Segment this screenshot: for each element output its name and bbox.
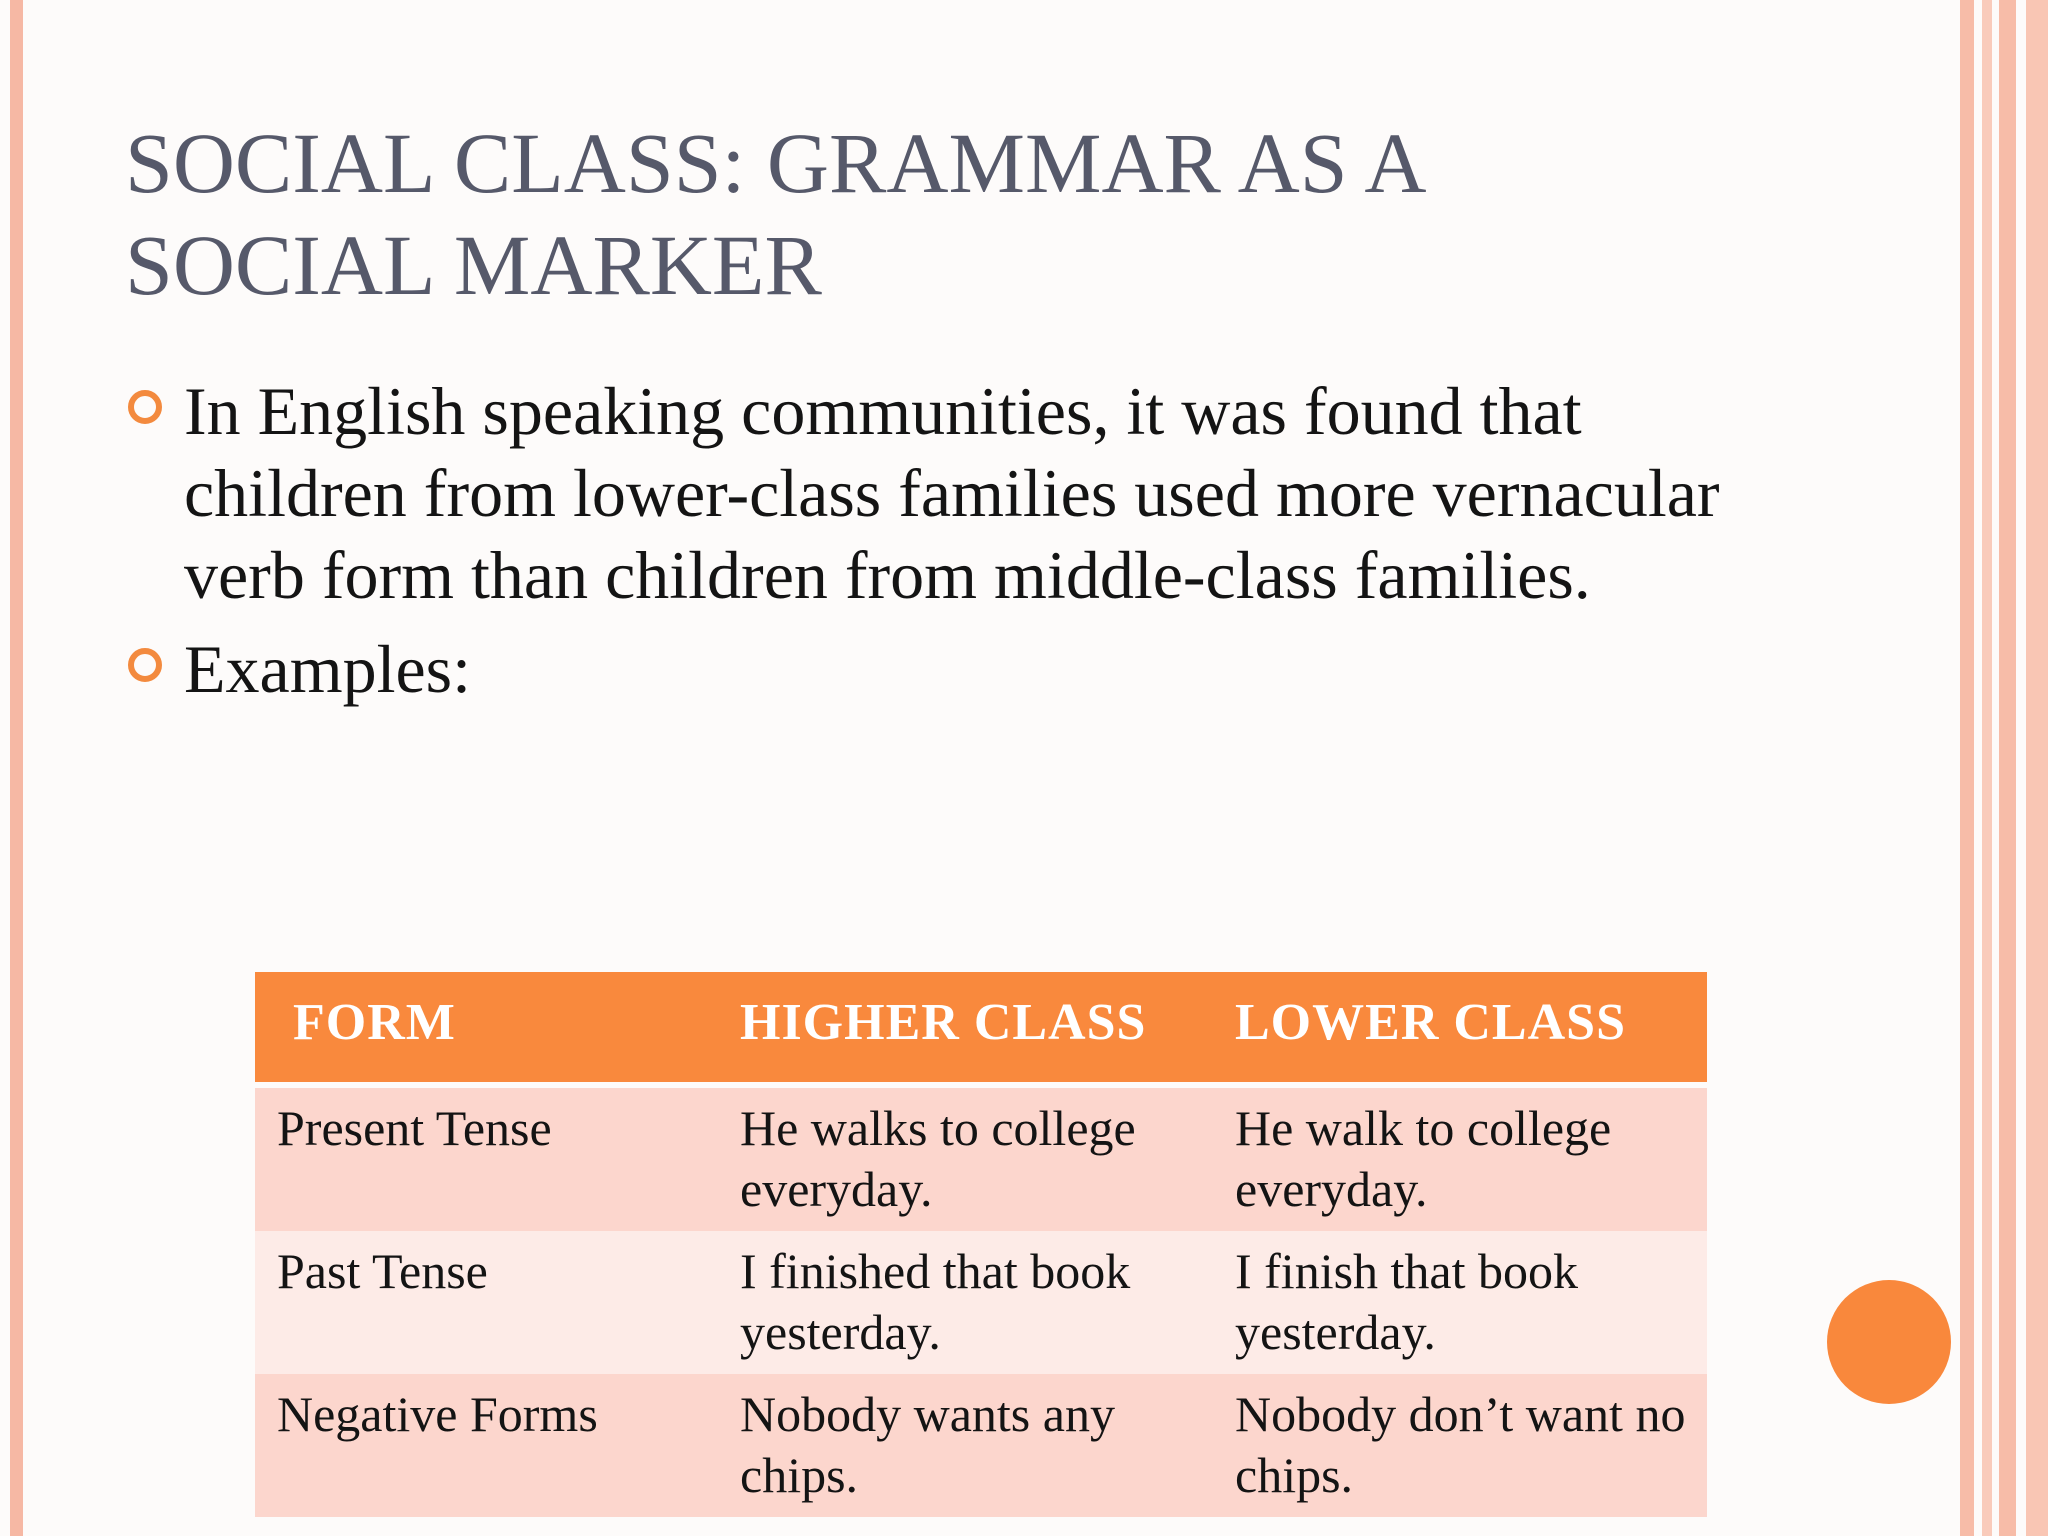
table-cell: I finished that book yesterday. xyxy=(715,1231,1207,1374)
table-row xyxy=(255,1374,1707,1517)
right-border-stripe xyxy=(1999,0,2016,1536)
table-cell: Present Tense xyxy=(255,1088,715,1231)
ring-bullet-icon xyxy=(128,390,162,424)
table-cell: He walk to college everyday. xyxy=(1207,1088,1707,1231)
bullet-text: In English speaking communities, it was found that children from lower-class families used more vernacular verb form than children from middle-class families. xyxy=(184,373,1720,613)
table-cell: I finish that book yesterday. xyxy=(1207,1231,1707,1374)
table-header-row xyxy=(255,972,1707,1082)
table-header-cell: HIGHER CLASS xyxy=(715,972,1207,1082)
table-cell: Nobody wants any chips. xyxy=(715,1374,1207,1517)
slide-title-line: SOCIAL MARKER xyxy=(125,217,822,313)
table-cell: He walks to college everyday. xyxy=(715,1088,1207,1231)
decorative-circle xyxy=(1827,1280,1951,1404)
table-cell: Past Tense xyxy=(255,1231,715,1374)
bullet-item xyxy=(128,370,1778,616)
left-border-stripe xyxy=(10,0,23,1536)
bullet-list xyxy=(128,370,1778,722)
slide-title-line: SOCIAL CLASS: GRAMMAR AS A xyxy=(125,115,1427,211)
table-header-cell: LOWER CLASS xyxy=(1207,972,1707,1082)
table-row xyxy=(255,1088,1707,1231)
table-header-cell: FORM xyxy=(255,972,715,1082)
right-border-stripe xyxy=(2026,0,2048,1536)
right-border-stripe xyxy=(1960,0,1974,1536)
right-border-stripe xyxy=(1982,0,1992,1536)
bullet-item xyxy=(128,628,1778,710)
table-cell: Nobody don’t want no chips. xyxy=(1207,1374,1707,1517)
bullet-text: Examples: xyxy=(184,631,472,707)
ring-bullet-icon xyxy=(128,648,162,682)
slide-title xyxy=(125,112,1825,316)
table-row xyxy=(255,1231,1707,1374)
table-cell: Negative Forms xyxy=(255,1374,715,1517)
examples-table xyxy=(255,972,1707,1517)
